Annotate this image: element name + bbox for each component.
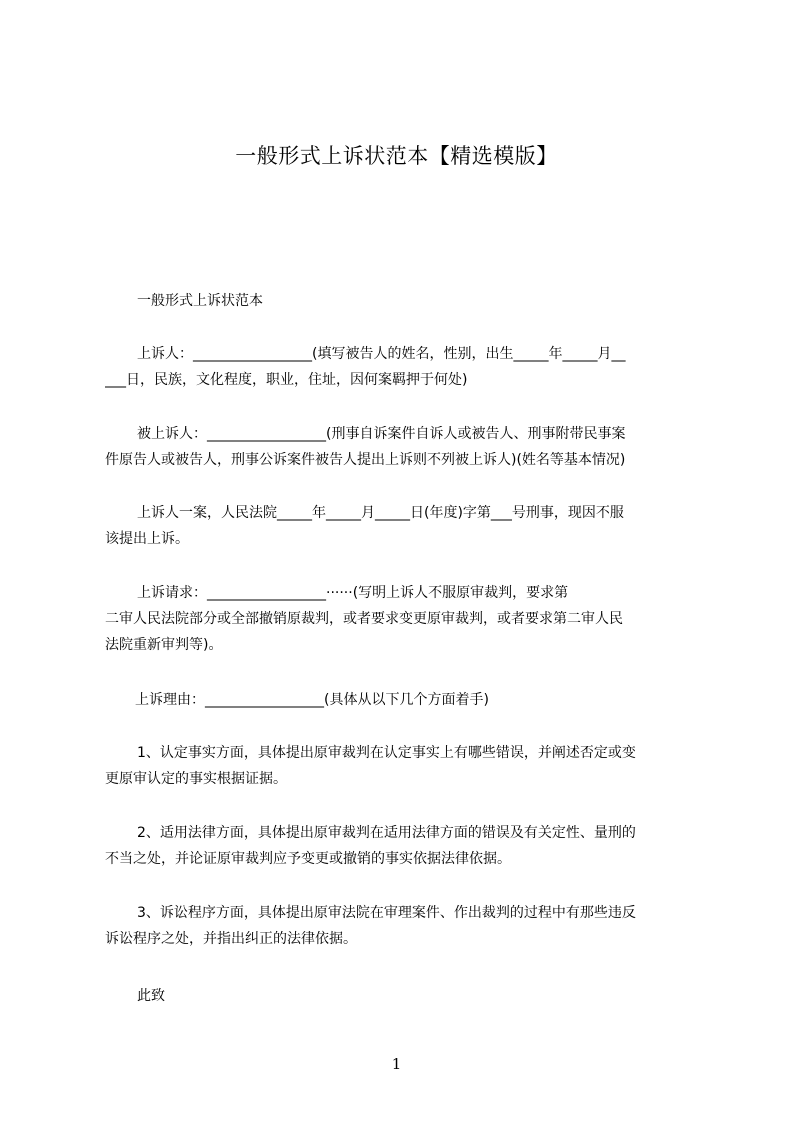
text-line: ___日，民族，文化程度，职业，住址，因何案羁押于何处) [105,372,468,388]
page-number: 1 [391,1055,402,1073]
text-line: 被上诉人：_________________(刑事自诉案件自诉人或被告人、刑事附带民事案 [137,426,626,442]
text-line: 诉讼程序之处，并指出纠正的法律依据。 [105,931,357,947]
text-line: 二审人民法院部分或全部撤销原裁判，或者要求变更原审裁判，或者要求第二审人民 [105,611,623,627]
text-line: 该提出上诉。 [105,531,189,547]
text-line: 上诉请求：_________________······(写明上诉人不服原审裁判，要求第 [137,585,569,601]
text-line: 上诉理由：_________________(具体从以下几个方面着手) [135,692,489,708]
text-line: 件原告人或被告人，刑事公诉案件被告人提出上诉则不列被上诉人)(姓名等基本情况) [105,452,626,468]
text-line: 3、诉讼程序方面，具体提出原审法院在审理案件、作出裁判的过程中有那些违反 [137,905,636,921]
appellee-paragraph [105,421,710,473]
reason-item-facts [105,740,710,792]
reason-item-procedure [105,900,710,952]
text-line: 法院重新审判等)。 [105,637,223,653]
text-line: 此致 [137,988,165,1004]
section-heading [105,288,710,314]
text-line: 2、适用法律方面，具体提出原审裁判在适用法律方面的错误及有关定性、量刑的 [137,825,636,841]
text-line: 更原审认定的事实根据证据。 [105,771,287,787]
appeal-request-paragraph [105,580,710,658]
appellant-paragraph [105,341,710,393]
closing-salutation [105,983,710,1009]
text-line: 不当之处，并论证原审裁判应予变更或撤销的事实依据法律依据。 [105,851,511,867]
text-line: 上诉人一案，人民法院_____年_____月_____日(年度)字第___号刑事，现因不服 [137,505,624,521]
appeal-reason-paragraph [105,687,710,713]
text-line: 上诉人：_________________(填写被告人的姓名，性别，出生_____年_____月__ [137,346,626,362]
text-line: 1、认定事实方面，具体提出原审裁判在认定事实上有哪些错误，并阐述否定或变 [137,745,636,761]
reason-item-law [105,820,710,872]
document-title: 一般形式上诉状范本【精选模版】 [235,144,558,168]
case-paragraph [105,500,710,552]
text-line: 一般形式上诉状范本 [137,293,263,309]
